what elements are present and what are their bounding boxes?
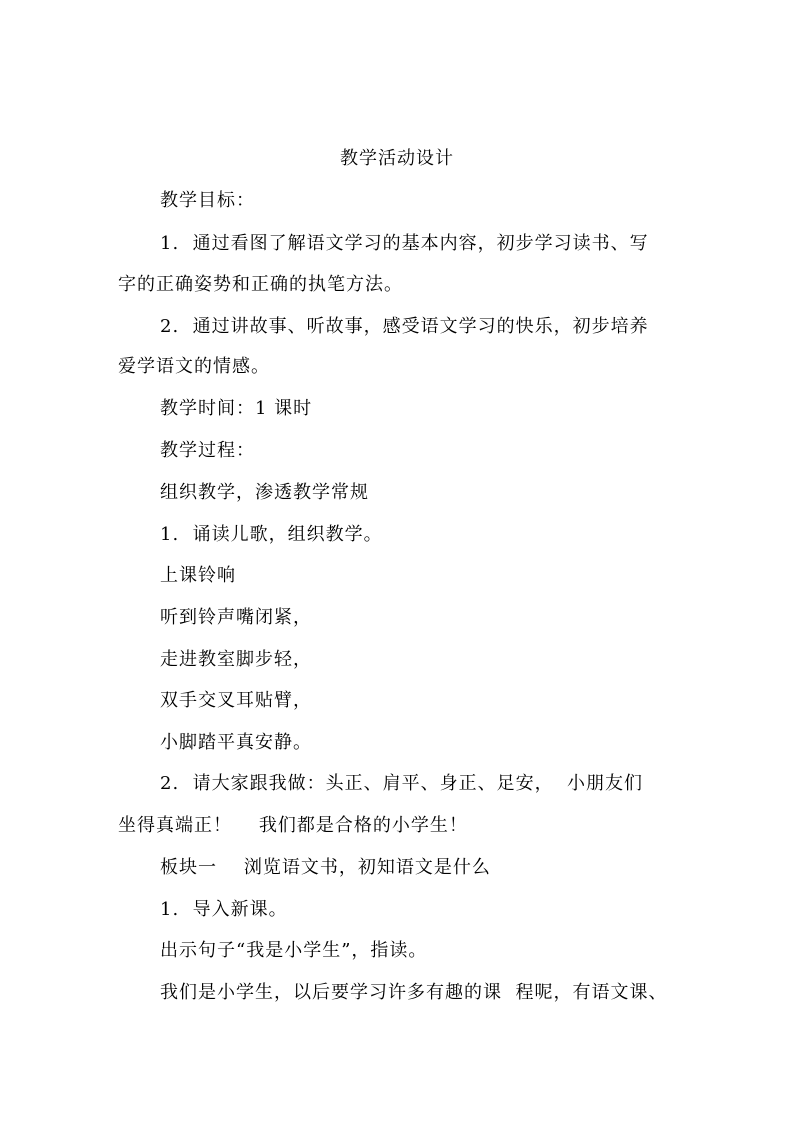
text-line: 走进教室脚步轻，: [160, 649, 312, 670]
text-line: 2. 请大家跟我做：头正、肩平、身正、足安， 小朋友们: [160, 773, 644, 794]
text-line: 1. 诵读儿歌，组织教学。: [160, 524, 383, 545]
text-line: 1. 导入新课。: [160, 899, 288, 920]
text-line: 1. 通过看图了解语文学习的基本内容，初步学习读书、写: [160, 233, 649, 254]
text-line: 爱学语文的情感。: [118, 356, 270, 377]
text-line: 双手交叉耳贴臂，: [160, 690, 312, 711]
text-line: 组织教学，渗透教学常规: [160, 482, 369, 503]
text-line: 教学目标：: [160, 190, 255, 211]
document-title: 教学活动设计: [340, 148, 454, 169]
text-line: 教学时间：1 课时: [160, 398, 313, 419]
text-line: 板块一 浏览语文书，初知语文是什么: [160, 857, 491, 878]
text-line: 出示句子“我是小学生”，指读。: [160, 940, 428, 961]
text-line: 小脚踏平真安静。: [160, 732, 312, 753]
text-line: 我们是小学生，以后要学习许多有趣的课 程呢，有语文课、: [160, 982, 668, 1003]
text-line: 坐得真端正！ 我们都是合格的小学生！: [118, 815, 468, 836]
text-line: 教学过程：: [160, 440, 255, 461]
text-line: 上课铃响: [160, 565, 236, 586]
text-line: 2. 通过讲故事、听故事，感受语文学习的快乐，初步培养: [160, 316, 649, 337]
text-line: 听到铃声嘴闭紧，: [160, 607, 312, 628]
text-line: 字的正确姿势和正确的执笔方法。: [118, 274, 403, 295]
